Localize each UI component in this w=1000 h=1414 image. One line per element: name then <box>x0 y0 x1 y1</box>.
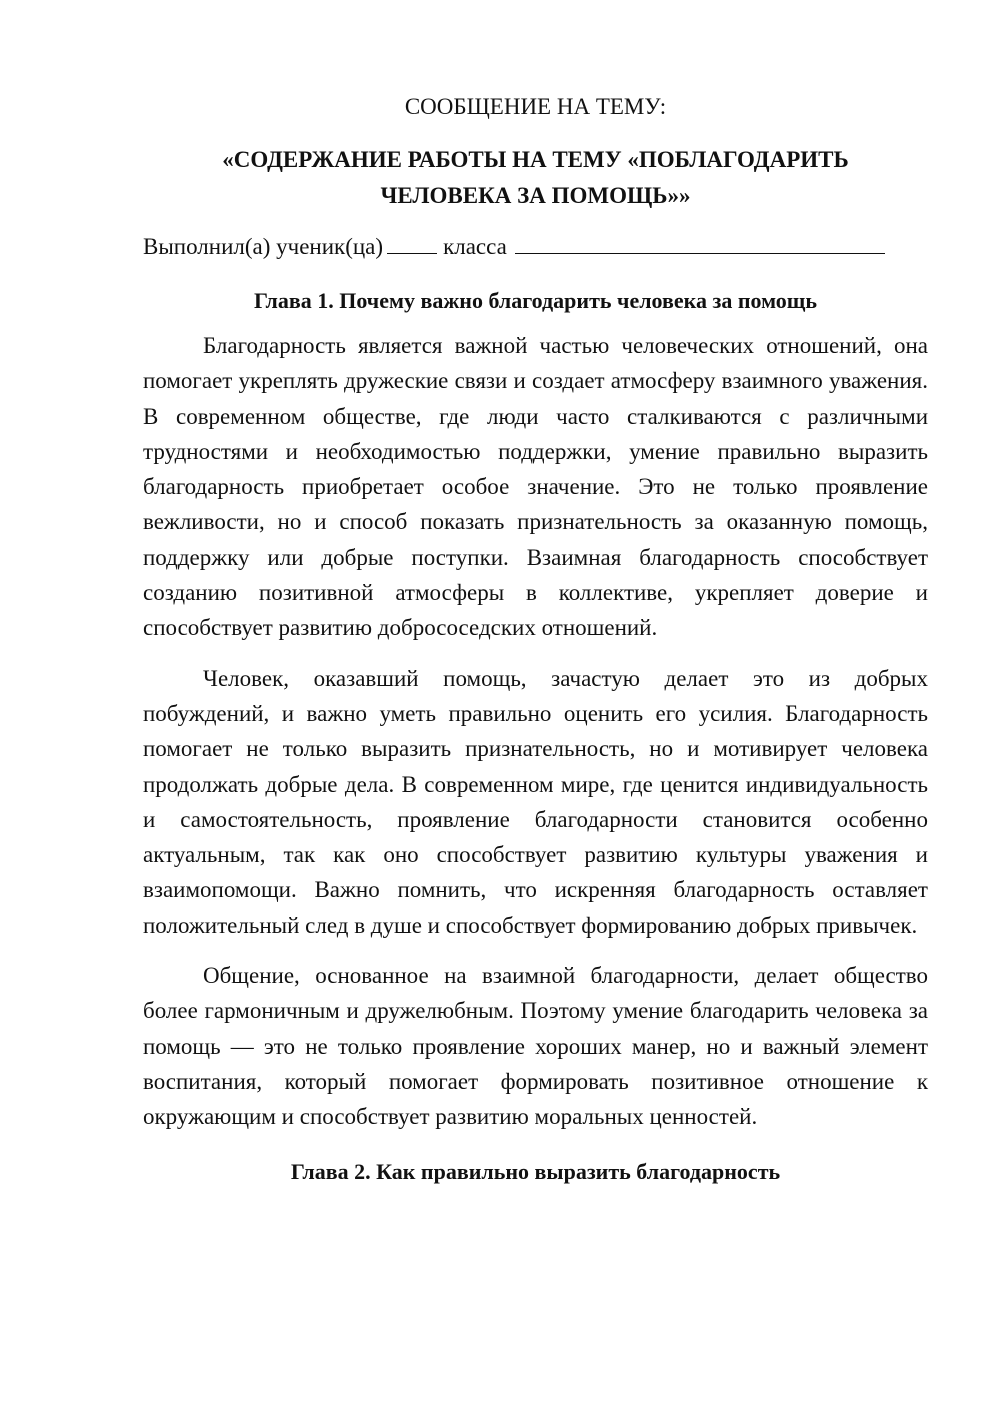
chapter-1-heading: Глава 1. Почему важно благодарить человека за помощь <box>254 288 817 313</box>
document-title <box>143 142 928 214</box>
chapter-1-paragraph-2: Человек, оказавший помощь, зачастую делает это из добрых побуждений, и важно уметь правильно оценить его усилия. Благодарность помогает не только выразить признательность, но и мотивирует человека продолжать добрые дела. В современном мире, где ценится индивидуальность и самостоятельность, проявление благодарности становится особенно актуальным, так как оно способствует развитию культуры уважения и взаимопомощи. Важно помнить, что искренняя благодарность оставляет положительный след в душе и способствует формированию добрых привычек. <box>143 665 928 938</box>
document-title-line-2: ЧЕЛОВЕКА ЗА ПОМОЩЬ»» <box>380 183 691 208</box>
class-label: класса <box>443 234 507 259</box>
chapter-1-paragraph-1: Благодарность является важной частью человеческих отношений, она помогает укреплять дружеские связи и создает атмосферу взаимного уважения. В современном обществе, где люди часто сталкиваются с различными трудностями и необходимостью поддержки, умение правильно выразить благодарность приобретает особое значение. Это не только проявление вежливости, но и способ показать признательность за оказанную помощь, поддержку или добрые поступки. Взаимная благодарность способствует созданию позитивной атмосферы в коллективе, укрепляет доверие и способствует развитию добрососедских отношений. <box>143 333 928 641</box>
chapter-1-paragraph-3: Общение, основанное на взаимной благодарности, делает общество более гармоничным и дружелюбным. Поэтому умение благодарить человека за помощь — это не только проявление хороших манер, но и важный элемент воспитания, который помогает формировать позитивное отношение к окружающим и способствует развитию моральных ценностей. <box>143 963 928 1130</box>
grade-blank[interactable] <box>387 252 437 254</box>
name-blank[interactable] <box>515 252 885 254</box>
author-prefix: Выполнил(а) ученик(ца) <box>143 234 384 259</box>
document-title-line-1: «СОДЕРЖАНИЕ РАБОТЫ НА ТЕМУ «ПОБЛАГОДАРИТЬ <box>222 147 849 172</box>
chapter-2-heading: Глава 2. Как правильно выразить благодарность <box>290 1158 781 1184</box>
author-line <box>143 232 928 262</box>
document-type-line: СООБЩЕНИЕ НА ТЕМУ: <box>404 94 667 119</box>
document-page <box>143 92 928 1199</box>
